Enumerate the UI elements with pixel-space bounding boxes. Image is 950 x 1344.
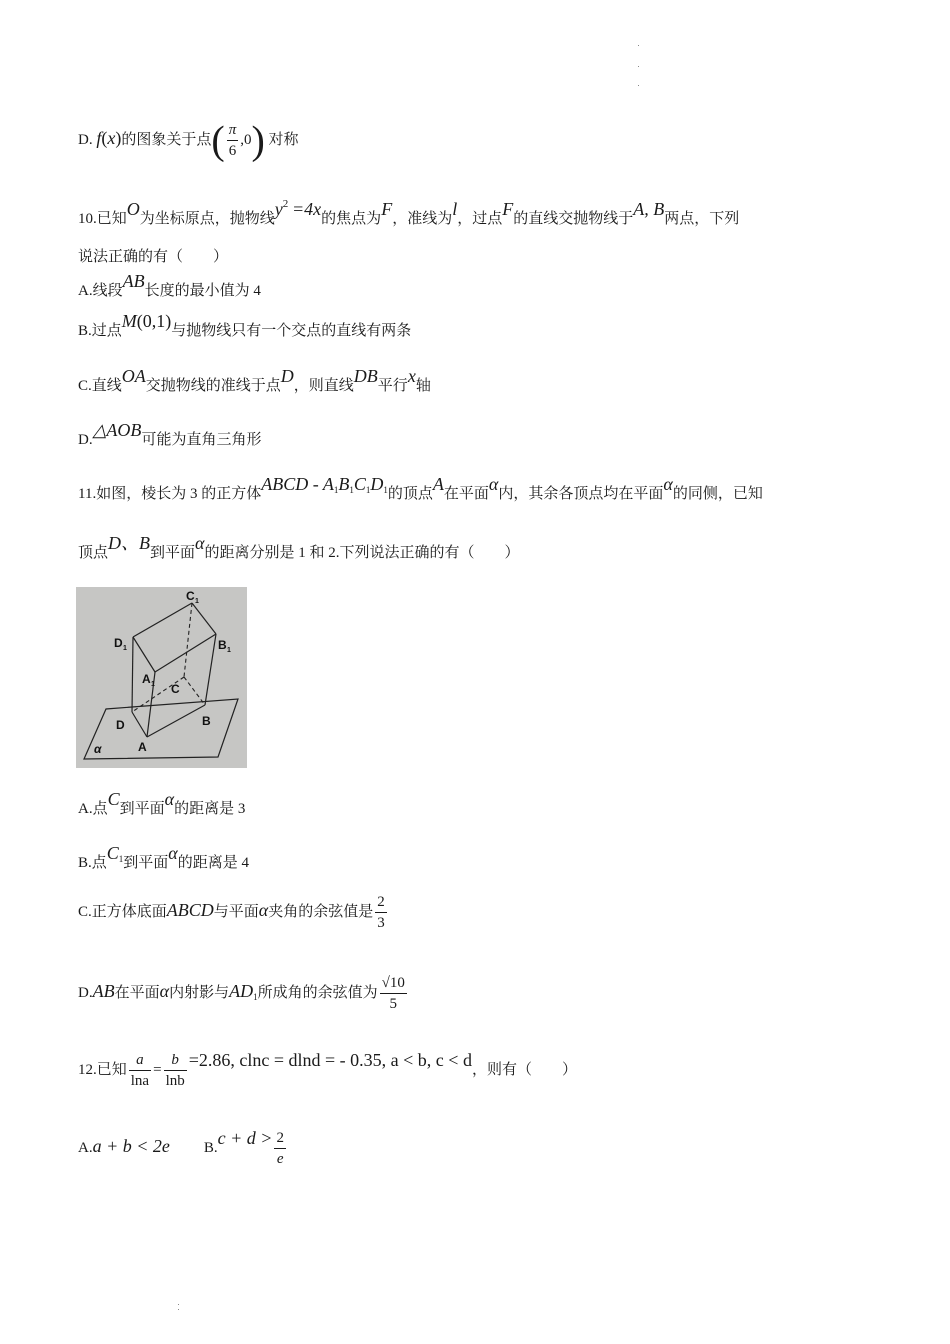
a-over-lna-fraction: $\frac{a}{\ln a}$ [130, 1052, 150, 1089]
math-AB: AB [122, 271, 145, 291]
question-number: 10.已知 [78, 211, 127, 227]
option-text: 的图象关于点 [121, 131, 212, 148]
scan-dot [178, 1304, 179, 1305]
option-label: D. [78, 131, 93, 148]
math-D: D [280, 366, 294, 386]
option-text: 轴 [415, 378, 431, 394]
stem-text: ，则有（ ） [471, 1061, 577, 1078]
q11-stem-line2 [78, 533, 520, 561]
stem-text: 的距离分别是 1 和 2.下列说法正确的有（ ） [204, 545, 520, 561]
math-ABCD: ABCD [166, 899, 214, 920]
q11-stem: 11.如图，棱长为 3 的正方体ABCD - $A_1B_1C_1D_1$的顶点A在平面α内，其余各顶点均在平面α的同侧，已知 [78, 474, 763, 502]
math-M: M [121, 311, 137, 331]
figure-label-A: A [138, 740, 147, 754]
svg-text:1: 1 [123, 645, 127, 652]
math-AB: A, B [633, 199, 665, 219]
q11-option-c [78, 892, 389, 933]
pi-over-6-fraction: $\frac{\pi}{6}$ [228, 122, 237, 159]
stem-text: ，过点 [457, 211, 503, 227]
scan-dot [638, 85, 639, 86]
math-cube: ABCD - A [261, 474, 334, 494]
option-text: 与抛物线只有一个交点的直线有两条 [171, 323, 412, 339]
figure-label-B: B [202, 714, 211, 728]
figure-label-alpha: α [94, 742, 102, 756]
math-zero: ,0 [240, 131, 252, 148]
cube-figure [76, 587, 247, 768]
math-A: A [432, 474, 444, 494]
math-alpha: α [258, 899, 269, 920]
option-text: 所成角的余弦值为 [257, 984, 378, 1001]
option-text: 可能为直角三角形 [141, 432, 262, 448]
stem-text: 内，其余各顶点均在平面 [498, 486, 664, 502]
option-label: A.点 [78, 801, 108, 817]
q10-stem [78, 198, 740, 227]
math-F: F [502, 199, 514, 219]
scan-dot [638, 45, 639, 46]
svg-text:1: 1 [151, 681, 155, 688]
option-label: C.直线 [78, 378, 122, 394]
q11-option-d: D.AB在平面α内射影与$AD_1$所成角的余弦值为 $\frac{√10}{5}$ [78, 975, 405, 1012]
option-text: 到平面 [123, 855, 169, 871]
option-label: D. [78, 984, 93, 1001]
option-text: 长度的最小值为 4 [144, 283, 261, 299]
scan-dot [638, 66, 639, 67]
option-text: 夹角的余弦值是 [268, 903, 374, 920]
svg-text:1: 1 [227, 647, 231, 654]
q10-option-d [78, 420, 262, 448]
q10-option-c [78, 366, 431, 394]
stem-text: ，准线为 [392, 211, 453, 227]
sqrt10-over-5-fraction: $\frac{√10}{5}$ [381, 975, 405, 1012]
two-thirds-fraction: $\frac{2}{3}$ [377, 894, 385, 931]
math-alpha: α [168, 843, 178, 863]
stem-text: 两点，下列 [664, 211, 740, 227]
figure-label-A1: A [142, 672, 151, 686]
stem-text: 在平面 [443, 486, 489, 502]
q9-option-d: D. f(x)的图象关于点( $\frac{\pi}{6}$ ,0) 对称 [78, 117, 299, 163]
math-DB: DB [353, 366, 378, 386]
q12-stem: 12.已知 $\frac{a}{\ln a}$ = $\frac{b}{\ln b}$ =2.86, clnc = dlnd = - 0.35, a < b, c < d，则有（ ） [78, 1049, 577, 1089]
figure-label-C1: C [186, 589, 195, 603]
q10-stem-line2: 说法正确的有（ ） [78, 249, 229, 265]
math-l: l [452, 199, 458, 219]
math-alpha: α [488, 474, 499, 494]
stem-text: 的同侧，已知 [672, 486, 763, 502]
svg-text:1: 1 [195, 598, 199, 605]
q11-option-a [78, 789, 246, 817]
two-over-e-fraction: $\frac{2}{e}$ [276, 1130, 284, 1167]
math-F: F [381, 199, 393, 219]
q12-option-a: a + b < 2e [92, 1135, 170, 1156]
stem-text: 顶点 [78, 545, 109, 561]
math-point: (0,1) [136, 311, 172, 331]
option-text: 在平面 [114, 984, 160, 1001]
math-x: x [407, 366, 416, 386]
math-OA: OA [121, 366, 146, 386]
option-text: 内射影与 [169, 984, 230, 1001]
option-text: 与平面 [213, 903, 259, 920]
option-label: B.过点 [78, 323, 122, 339]
stem-text: 到平面 [150, 545, 196, 561]
q12-options [78, 1128, 288, 1169]
option-text: 到平面 [119, 801, 165, 817]
stem-text: 的顶点 [387, 486, 433, 502]
option-label: C.正方体底面 [78, 903, 167, 920]
math-alpha: α [195, 533, 205, 553]
figure-label-D: D [116, 718, 125, 732]
stem-text: 为坐标原点，抛物线 [139, 211, 275, 227]
figure-label-B1: B [218, 638, 227, 652]
option-label: A.线段 [78, 283, 123, 299]
option-text: 对称 [268, 131, 299, 148]
q10-option-a [78, 271, 261, 299]
option-label: D. [78, 432, 93, 448]
math-f: f [96, 127, 102, 148]
option-text: 的距离是 3 [174, 801, 246, 817]
option-text: 平行 [377, 378, 408, 394]
q12-equation: =2.86, clnc = dlnd = - 0.35, a < b, c < d [188, 1049, 472, 1070]
math-DB: D、B [108, 533, 151, 553]
q12-option-b: c + d > [217, 1127, 273, 1148]
math-exp: 2 [282, 198, 289, 210]
math-alpha: α [159, 980, 170, 1001]
option-label: A. [78, 1139, 93, 1156]
option-label: B.点 [78, 855, 107, 871]
question-number: 11.如图，棱长为 3 的正方体 [78, 486, 262, 502]
parabola-eq: =4x [292, 199, 322, 219]
b-over-lnb-fraction: $\frac{b}{\ln b}$ [165, 1052, 185, 1089]
q10-option-b [78, 311, 412, 339]
math-AB: AB [92, 980, 115, 1001]
stem-text: 的直线交抛物线于 [513, 211, 634, 227]
math-alpha: α [663, 474, 673, 494]
option-text: ，则直线 [293, 378, 354, 394]
option-label: B. [203, 1139, 218, 1156]
math-x: x [107, 127, 116, 148]
scan-dot [178, 1309, 179, 1310]
math-AD1: AD [229, 980, 254, 1001]
question-number: 12.已知 [78, 1061, 127, 1078]
option-text: 交抛物线的准线于点 [145, 378, 281, 394]
figure-label-D1: D [114, 636, 123, 650]
math-alpha: α [164, 789, 175, 809]
math-C1: C [106, 843, 119, 863]
math-C: C [107, 789, 120, 809]
math-triangle: △AOB [92, 420, 142, 440]
figure-label-C: C [171, 682, 180, 696]
math-O: O [126, 199, 140, 219]
stem-text: 的焦点为 [321, 211, 382, 227]
q11-option-b: B.点$C_1$到平面α的距离是 4 [78, 843, 250, 871]
option-text: 的距离是 4 [177, 855, 250, 871]
math-y: y [274, 199, 283, 219]
